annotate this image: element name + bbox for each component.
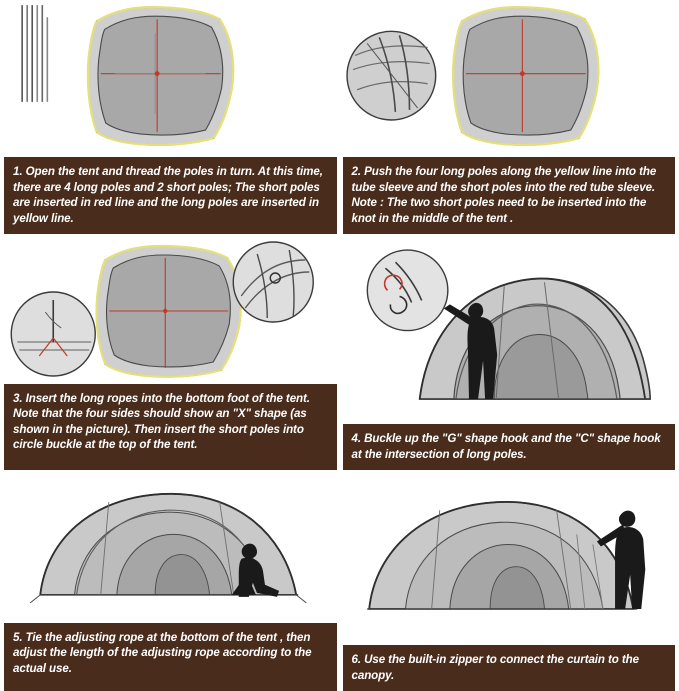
hook-closeup-detail xyxy=(367,250,448,331)
sleeve-closeup-detail xyxy=(347,31,436,120)
loose-poles-bundle xyxy=(22,5,47,102)
step-6-caption: 6. Use the built-in zipper to connect the curtain to the canopy. xyxy=(343,645,676,691)
step-1-caption: 1. Open the tent and thread the poles in turn. At this time, there are 4 long poles and 2 short poles; The short poles are inserted in red line and the long poles are inserted in yellow line. xyxy=(4,157,337,234)
foot-rope-closeup-detail xyxy=(11,292,95,376)
tent-assembled-with-curtain xyxy=(367,502,637,609)
tent-raised xyxy=(419,279,650,400)
step-4-caption: 4. Buckle up the "G" shape hook and the "C" shape hook at the intersection of long poles. xyxy=(343,424,676,470)
step-3-illustration xyxy=(4,238,337,384)
step-2-caption: 2. Push the four long poles along the yellow line into the tube sleeve and the short poles into the red tube sleeve. Note : The two short poles need to be inserted into the knot in the middle of the tent . xyxy=(343,157,676,234)
step-5-caption: 5. Tie the adjusting rope at the bottom of the tent , then adjust the length of the adjusting rope according to the actual use. xyxy=(4,623,337,691)
step-1-illustration xyxy=(4,2,337,157)
step-2-illustration xyxy=(343,2,676,157)
step-5-illustration xyxy=(4,474,337,623)
top-buckle-closeup-detail xyxy=(233,242,313,322)
step-3-caption: 3. Insert the long ropes into the bottom foot of the tent. Note that the four sides should show an "X" shape (as shown in the picture). Then insert the short poles into circle buckle at the top of the tent. xyxy=(4,384,337,470)
step-4-illustration xyxy=(343,238,676,424)
step-panel-4 xyxy=(343,238,676,470)
tent-top-view xyxy=(88,7,233,145)
step-panel-2 xyxy=(343,2,676,234)
tent-top-view xyxy=(453,7,598,145)
tent-top-view xyxy=(97,246,241,377)
step-panel-5 xyxy=(4,474,337,691)
step-6-illustration xyxy=(343,474,676,645)
step-panel-6 xyxy=(343,474,676,691)
step-panel-3 xyxy=(4,238,337,470)
step-panel-1 xyxy=(4,2,337,234)
